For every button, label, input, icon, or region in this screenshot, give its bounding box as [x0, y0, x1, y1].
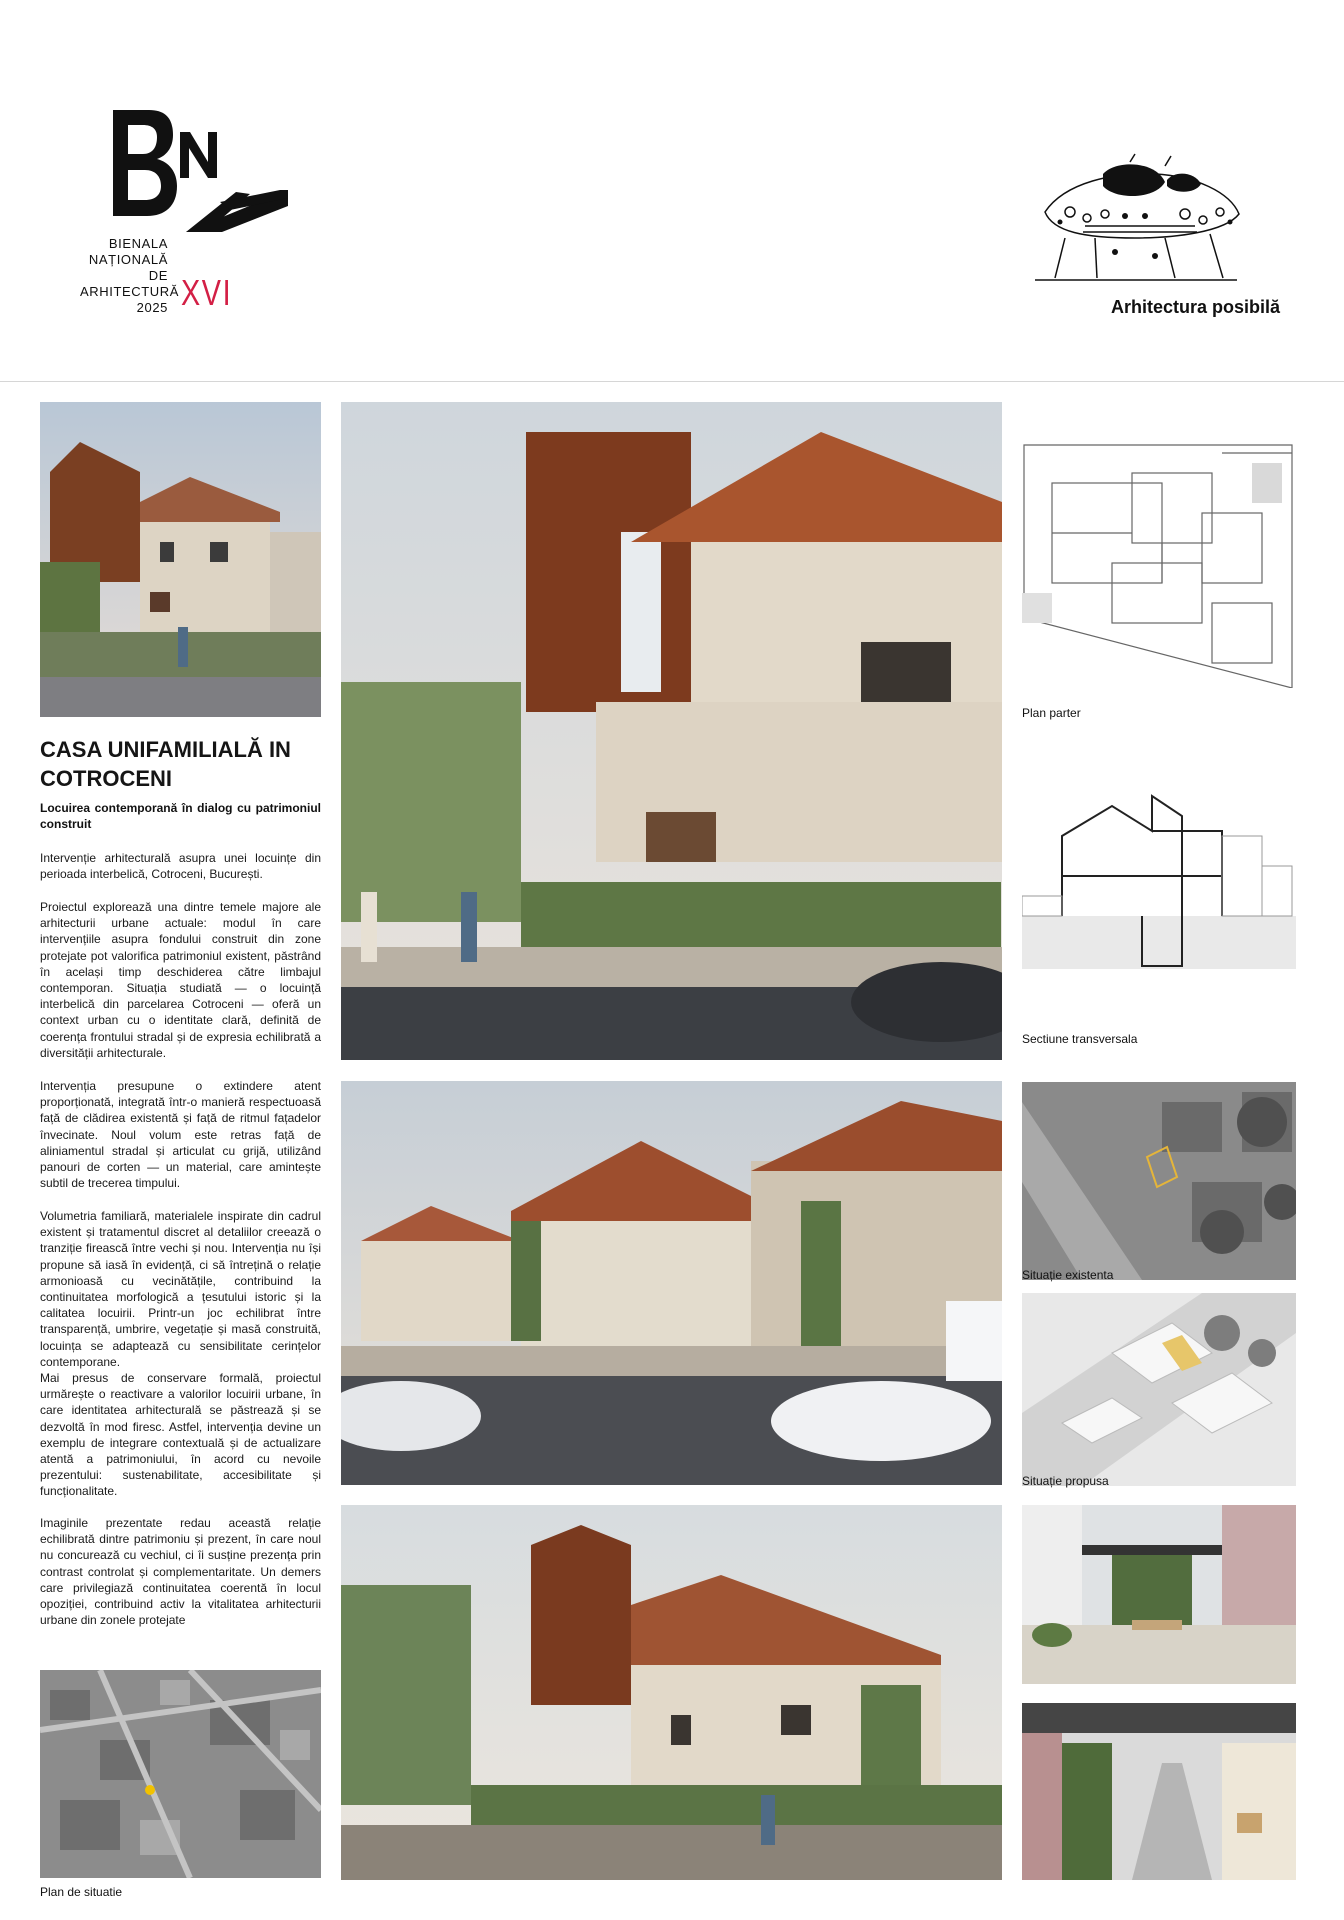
- edition-number: XVI: [181, 272, 233, 313]
- section-drawing-icon: [1022, 776, 1296, 969]
- caption-ground-floor: Plan parter: [1022, 706, 1081, 720]
- corner-render-icon: [341, 1505, 1002, 1880]
- massing-model-icon: [1022, 1293, 1296, 1486]
- existing-situation-aerial: [1022, 1082, 1296, 1280]
- header-divider: [0, 381, 1344, 382]
- paragraph-intervention: Intervenția presupune o extindere atent proporționată, integrată într-o manieră respectuoasă față de clădirea existentă și față de ritmul fațadelor învecinate. Noul volum este retras față de aliniamentul stradal și articulat cu grijă, utilizând panouri de corten — un material, care amintește subtil de trecerea timpului.: [40, 1079, 321, 1191]
- machine-illustration-icon: [1025, 152, 1245, 286]
- caption-existing: Situație existenta: [1022, 1268, 1114, 1282]
- courtyard-render-icon: [1022, 1505, 1296, 1684]
- paragraph-images: Imaginile prezentate redau această relație echilibrată dintre patrimoniu și prezent, în care noul nu concurează cu vechiul, ci îi susține prezența prin contrast controlat și complementaritate. Un demers care privilegiază continuitatea coerentă în locul opoziției, contribuind activ la vitalitatea arhitecturii urbane din zonele protejate: [40, 1516, 321, 1628]
- main-street-render: [341, 402, 1002, 1060]
- caption-section: Sectiune transversala: [1022, 1032, 1138, 1046]
- aerial-existing-icon: [1022, 1082, 1296, 1280]
- paragraph-intro: Intervenție arhitecturală asupra unei locuințe din perioada interbelică, Cotroceni, București.: [40, 851, 321, 882]
- house-render-icon: [40, 402, 321, 717]
- passage-render: [1022, 1703, 1296, 1880]
- passage-render-icon: [1022, 1703, 1296, 1880]
- caption-proposed: Situație propusa: [1022, 1474, 1109, 1488]
- logo-wordmark: [80, 236, 180, 316]
- project-title: CASA UNIFAMILIALĂ IN COTROCENI: [40, 737, 291, 791]
- street-traffic-render: [341, 1081, 1002, 1485]
- floor-plan-icon: [1022, 443, 1296, 688]
- street-traffic-render-icon: [341, 1081, 1002, 1485]
- logo-line-4: ARHITECTURĂ: [80, 284, 180, 299]
- aerial-map-icon: [40, 1670, 321, 1878]
- paragraph-context: Proiectul explorează una dintre temele majore ale arhitecturii urbane actuale: modul în care intervențiile asupra fondului construit din zone protejate pot valorifica patrimoniul existent, păstrând în același timp deschiderea către limbajul contemporan. Situația studiată — o locuință interbelică din parcelarea Cotroceni — oferă un context urban cu o identitate clară, definită de coerența frontului stradal și de expresia echilibrată a diversității arhitecturale.: [40, 900, 321, 1060]
- logo-line-1: BIENALA: [108, 236, 168, 251]
- logo-line-5: 2025: [136, 300, 168, 315]
- proposed-situation-model: [1022, 1293, 1296, 1486]
- biennale-slogan: Arhitectura posibilă: [1111, 297, 1281, 317]
- street-render-icon: [341, 402, 1002, 1060]
- small-house-render: [40, 402, 321, 717]
- paragraph-volumetry: Volumetria familiară, materialele inspirate din cadrul existent și tratamentul discret al detaliilor creează o tranziție firească între vechi și nou. Intervenția nu își propune să iasă în evidență, ci să întrețină o relație armonioasă cu vecinătățile, contribuind la continuitatea morfologică a țesutului istoric și la calitatea locuirii. Printr-un joc echilibrat între transparență, umbrire, vegetație și masă construită, locuința se adaptează cu sensibilitate cerințelor contemporane. Mai presus de conservare formală, proiectul urmărește o reactivare a valorilor locuirii urbane, în care identitatea arhitecturală se păstrează și se dezvoltă în mod firesc. Astfel, intervenția devine un exemplu de integrare contextuală și de actualizare atentă a patrimoniului, în acord cu nevoile prezentului: sustenabilitate, accesibilitate și funcționalitate.: [40, 1209, 321, 1499]
- project-subtitle: Locuirea contemporană în dialog cu patrimoniul construit: [40, 801, 321, 831]
- site-aerial-map: [40, 1670, 321, 1878]
- caption-site-plan: Plan de situatie: [40, 1885, 123, 1899]
- logo-line-2: NAȚIONALĂ: [88, 252, 168, 267]
- corner-house-render: [341, 1505, 1002, 1880]
- cross-section-drawing: [1022, 776, 1296, 969]
- logo-line-3: DE: [148, 268, 168, 283]
- courtyard-render: [1022, 1505, 1296, 1684]
- logo-letters-na: [180, 132, 288, 232]
- ground-floor-plan: [1022, 443, 1296, 688]
- logo-letter-b: [113, 110, 177, 216]
